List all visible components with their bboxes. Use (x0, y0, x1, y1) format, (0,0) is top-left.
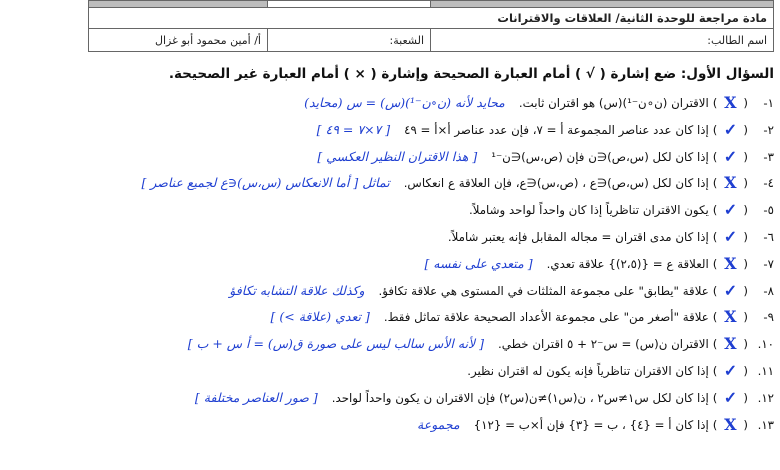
cross-mark-icon[interactable]: X (724, 334, 737, 354)
statement-number: ١- (763, 96, 774, 110)
statement-item (4, 385, 774, 412)
answer-paren-open: ( (743, 310, 748, 325)
answer-paren-open: ( (743, 390, 748, 405)
check-mark-icon[interactable]: ✓ (723, 226, 738, 246)
statement-text: إذا كان الاقتران تناظرياً فإنه يكون له اقتران نظير. (467, 363, 709, 378)
statement-text: علاقة "أصغر من" على مجموعة الأعداد الصحيحة علاقة تماثل فقط. (383, 310, 709, 325)
handwritten-note: [ متعدي على نفسه ] (424, 255, 533, 271)
statement-item (4, 144, 774, 171)
check-mark-icon[interactable]: ✓ (723, 387, 738, 407)
statement-number: ٤- (763, 176, 774, 191)
check-mark-icon[interactable]: ✓ (723, 146, 738, 166)
question-title: السؤال الأول: ضع إشارة ( √ ) أمام العبارة الصحيحة وإشارة ( × ) أمام العبارة غير الصحيحة. (168, 66, 774, 82)
answer-paren-open: ( (743, 96, 748, 110)
statement-text: إذا كان عدد عناصر المجموعة أ = ٧، فإن عدد عناصر أ×أ = ٤٩ (404, 122, 709, 137)
statement-text: إذا كان أ = {٤} ، ب = {٣} فإن أ×ب = {١٢} (473, 417, 709, 432)
answer-paren-open: ( (743, 363, 748, 378)
statement-number: ١٣. (757, 417, 774, 432)
cross-mark-icon[interactable]: X (724, 414, 737, 434)
cross-mark-icon[interactable]: X (724, 93, 737, 112)
answer-paren-close: ) (712, 310, 718, 325)
statement-item (4, 304, 774, 331)
handwritten-note: [ صور العناصر مختلفة ] (194, 389, 318, 405)
division-field[interactable]: الشعبة: (268, 29, 431, 52)
answer-paren-open: ( (743, 203, 748, 218)
statement-item (4, 170, 774, 197)
statement-text: إذا كان لكل (س،ص)∈ن فإن (ص،س)∈ن⁻¹ (491, 149, 709, 164)
statement-item (4, 251, 774, 278)
statement-number: ٥- (763, 203, 774, 218)
answer-paren-open: ( (743, 337, 748, 352)
answer-paren-close: ) (712, 283, 718, 298)
unit-title: مادة مراجعة للوحدة الثانية/ العلاقات والاقترانات (89, 8, 774, 29)
unit-title-row (89, 8, 774, 29)
handwritten-note: [ تعدي (علاقة >) ] (270, 309, 370, 325)
answer-paren-close: ) (712, 363, 718, 378)
statement-number: ٨- (763, 283, 774, 298)
statement-item (4, 90, 774, 117)
statement-item (4, 197, 774, 224)
answer-paren-close: ) (712, 122, 718, 137)
statement-list (4, 90, 774, 438)
statement-text: إذا كان لكل س١≠س٢ ، ن(س١)≠ن(س٢) فإن الاقتران ن يكون واحداً لواحد. (331, 390, 709, 405)
check-mark-icon[interactable]: ✓ (723, 360, 738, 380)
statement-text: الاقتران (ن∘ن⁻¹)(س) هو اقتران ثابت. (518, 96, 709, 110)
teacher-name: أ/ أمين محمود أبو غزال (89, 29, 268, 52)
answer-paren-close: ) (712, 149, 718, 164)
statement-number: ٣- (763, 149, 774, 164)
handwritten-note: مجموعة (417, 416, 460, 432)
handwritten-note: تماثل [ أما الانعكاس (س،س)∈ع لجميع عناصر ] (141, 175, 390, 191)
statement-item (4, 412, 774, 439)
handwritten-note: [ لأنه الأس سالب ليس على صورة ق(س) = أ س + ب ] (187, 336, 485, 352)
answer-paren-close: ) (712, 417, 718, 432)
answer-paren-open: ( (743, 176, 748, 191)
handwritten-note: محايد لأنه (ن∘ن⁻¹)(س) = س (محايد) (304, 95, 505, 110)
cross-mark-icon[interactable]: X (724, 307, 737, 327)
header-table (88, 0, 774, 52)
statement-number: ١٢. (757, 390, 774, 405)
handwritten-note: وكذلك علاقة التشابه تكافؤ (229, 282, 365, 298)
statement-number: ٦- (763, 229, 774, 244)
answer-paren-open: ( (743, 229, 748, 244)
student-info-row (89, 29, 774, 52)
cross-mark-icon[interactable]: X (724, 173, 737, 193)
statement-number: ٧- (763, 256, 774, 271)
statement-item (4, 358, 774, 385)
answer-paren-close: ) (712, 203, 718, 218)
answer-paren-close: ) (712, 390, 718, 405)
answer-paren-open: ( (743, 122, 748, 137)
statement-text: العلاقة ع = {(٢،٥)} علاقة تعدي. (546, 256, 709, 271)
statement-text: إذا كان لكل (س،ص)∈ع ، (ص،س)∈ع، فإن العلاقة ع انعكاس. (403, 176, 709, 191)
answer-paren-close: ) (712, 256, 718, 271)
check-mark-icon[interactable]: ✓ (723, 119, 738, 139)
statement-number: ٢- (763, 122, 774, 137)
statement-item (4, 331, 774, 358)
answer-paren-close: ) (712, 176, 718, 191)
cross-mark-icon[interactable]: X (724, 253, 737, 273)
statement-item (4, 224, 774, 251)
handwritten-note: [ هذا الاقتران النظير العكسي ] (317, 148, 478, 164)
statement-text: علاقة "يطابق" على مجموعة المثلثات في المستوى هي علاقة تكافؤ. (378, 283, 709, 298)
statement-number: ٩- (763, 310, 774, 325)
handwritten-note: [ ٧×٧ = ٤٩ ] (316, 121, 391, 137)
answer-paren-close: ) (712, 337, 718, 352)
answer-paren-open: ( (743, 149, 748, 164)
statement-item (4, 117, 774, 144)
check-mark-icon[interactable]: ✓ (723, 280, 738, 300)
statement-number: ١٠. (757, 337, 774, 352)
check-mark-icon[interactable]: ✓ (723, 200, 738, 220)
answer-paren-open: ( (743, 283, 748, 298)
answer-paren-close: ) (712, 96, 718, 110)
statement-text: الاقتران ن(س) = س⁻٢ + ٥ اقتران خطي. (498, 337, 709, 352)
statement-text: يكون الاقتران تناظرياً إذا كان واحداً لواحد وشاملاً. (468, 203, 709, 218)
answer-paren-open: ( (743, 417, 748, 432)
answer-paren-close: ) (712, 229, 718, 244)
statement-item (4, 278, 774, 305)
statement-text: إذا كان مدى اقتران = مجاله المقابل فإنه يعتبر شاملاً. (447, 229, 709, 244)
answer-paren-open: ( (743, 256, 748, 271)
header-top-strip (89, 1, 774, 8)
statement-number: ١١. (757, 363, 774, 378)
student-name-field[interactable]: اسم الطالب: (431, 29, 774, 52)
